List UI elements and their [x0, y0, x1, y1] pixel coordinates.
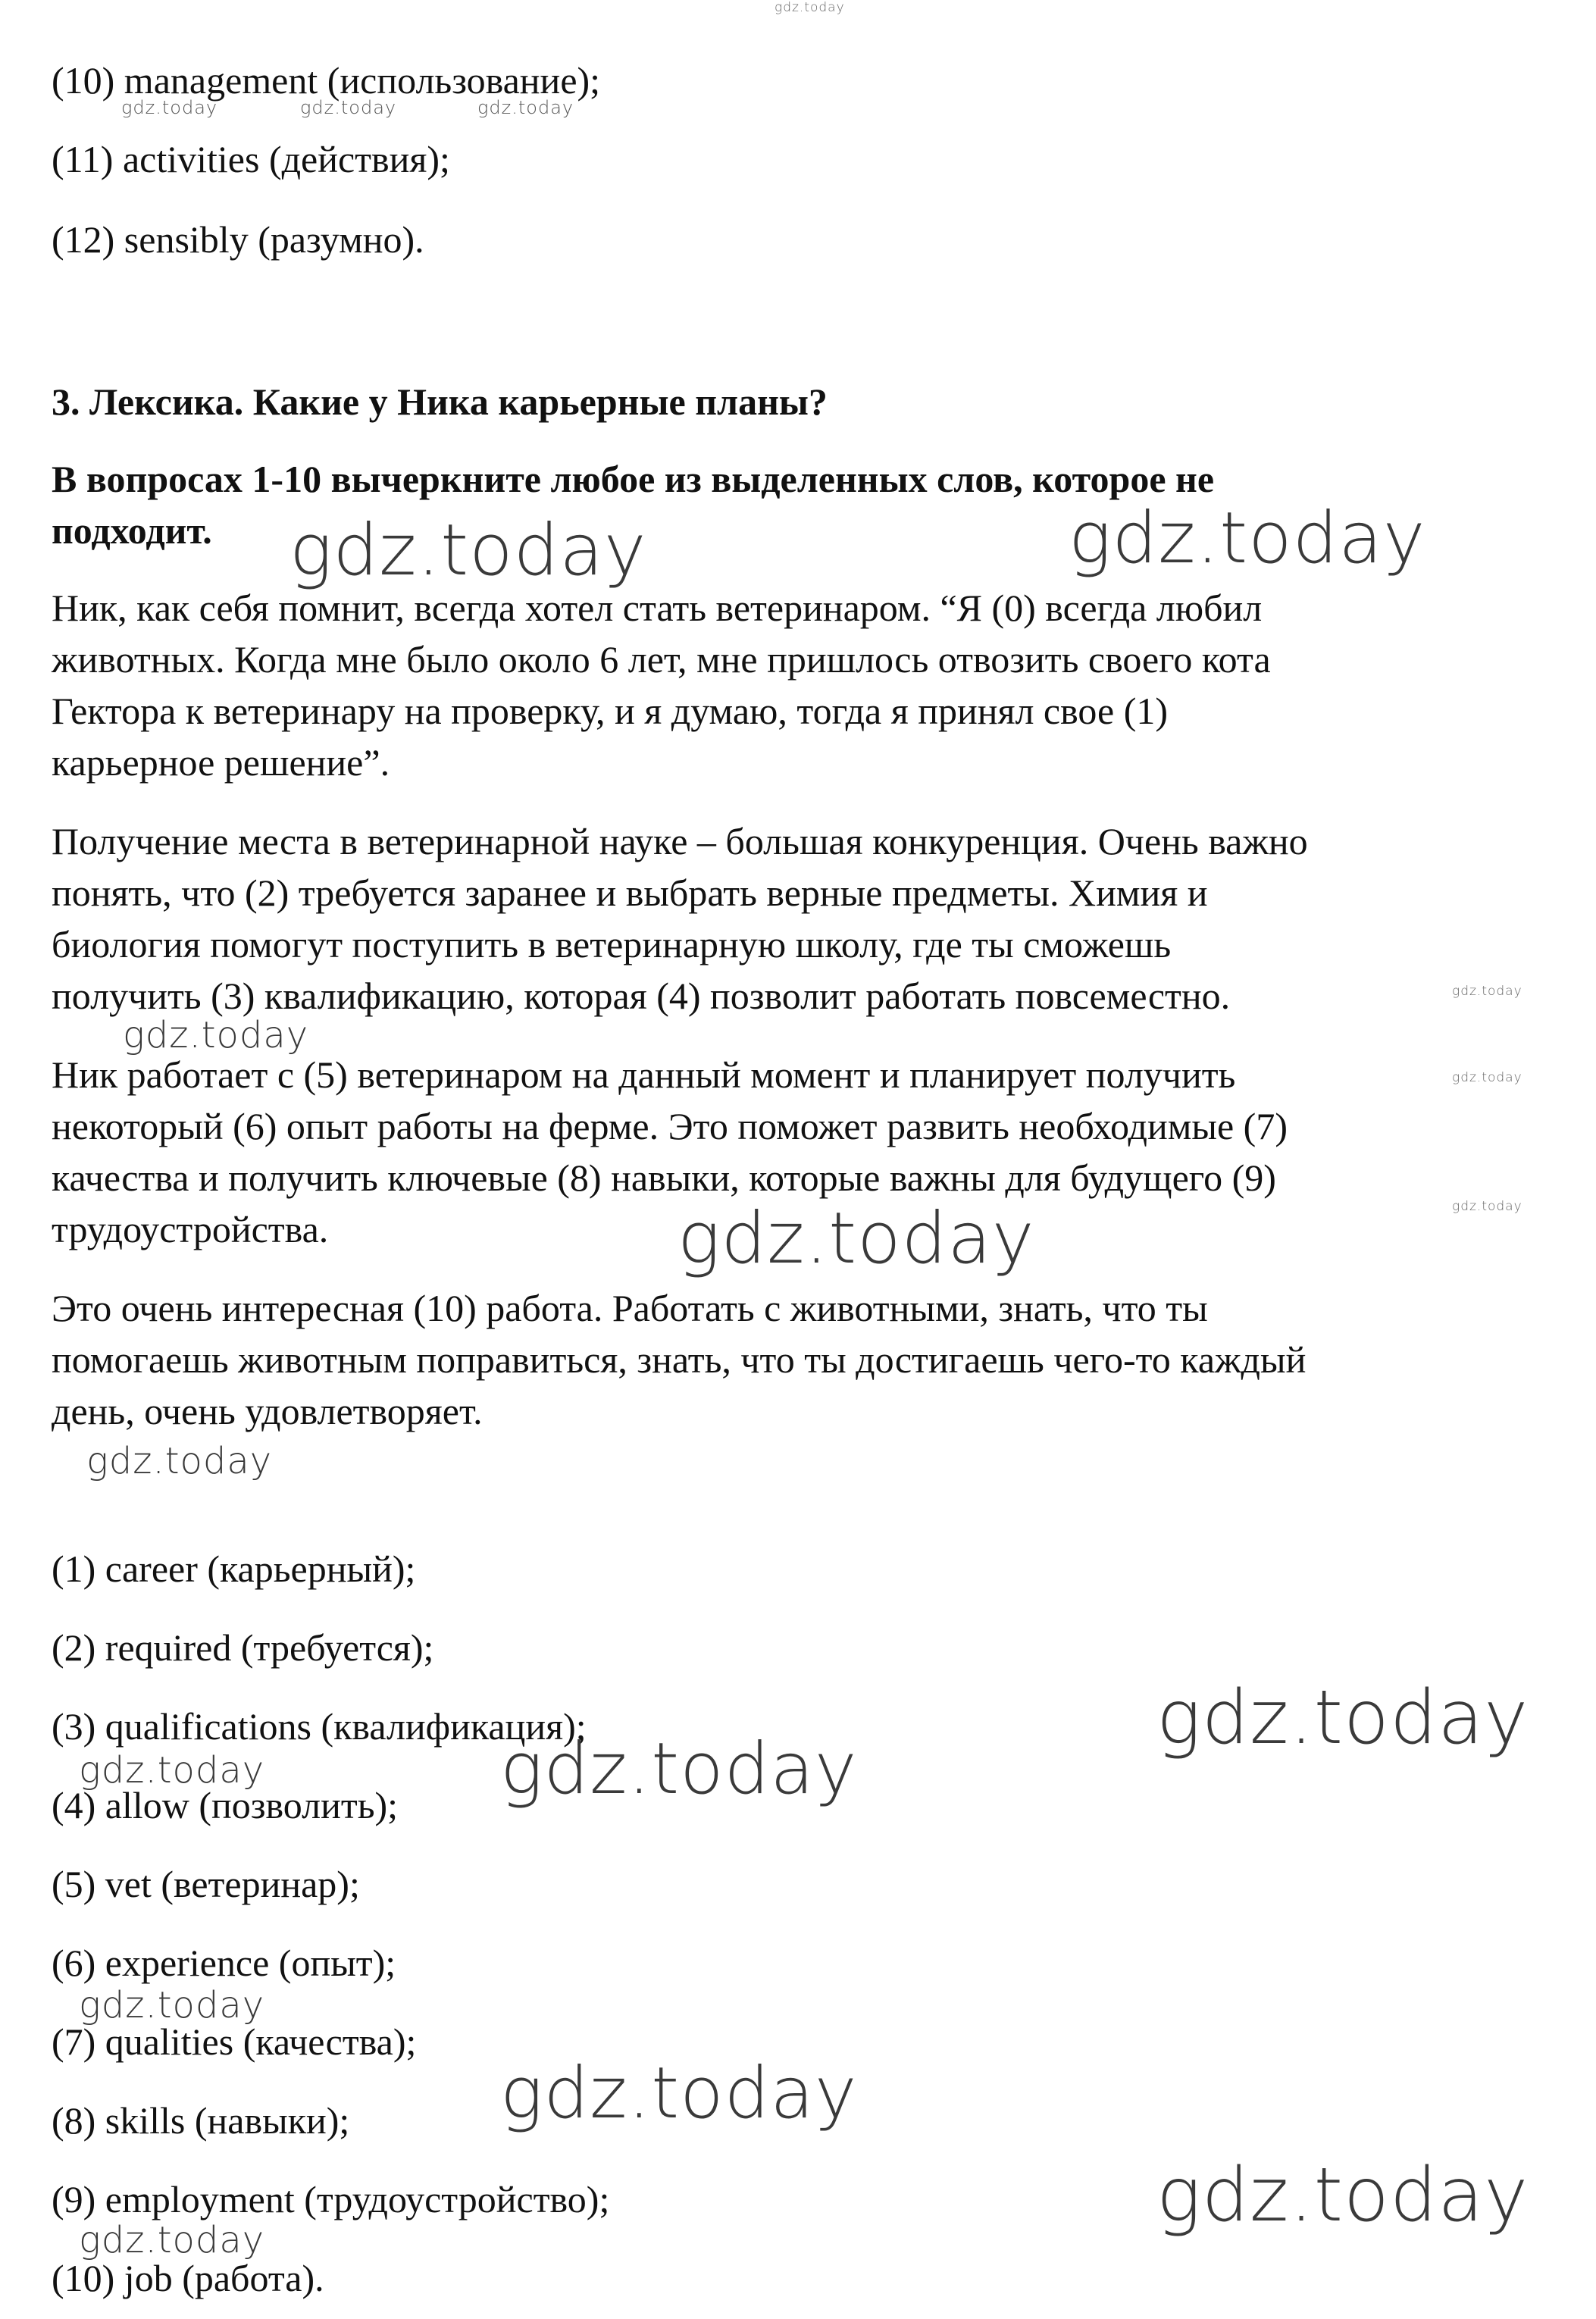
watermark: gdz.today — [300, 97, 397, 118]
watermark: gdz.today — [123, 1014, 309, 1056]
previous-answer-12: (12) sensibly (разумно). — [52, 218, 424, 261]
task-title: 3. Лексика. Какие у Ника карьерные планы? — [52, 380, 828, 423]
answer-item-7: (7) qualities (качества); — [52, 2020, 417, 2063]
watermark: gdz.today — [775, 0, 845, 15]
text-line-4: карьерное решение”. — [52, 741, 390, 784]
previous-answer-10: (10) management (использование); — [52, 59, 601, 102]
watermark: gdz.today — [1069, 497, 1426, 580]
watermark: gdz.today — [289, 509, 647, 592]
answer-item-5: (5) vet (ветеринар); — [52, 1863, 360, 1905]
watermark: gdz.today — [1452, 1070, 1522, 1085]
answer-item-1: (1) career (карьерный); — [52, 1548, 416, 1590]
watermark: gdz.today — [1156, 2152, 1529, 2239]
answer-item-3: (3) qualifications (квалификация); — [52, 1705, 587, 1748]
watermark: gdz.today — [477, 97, 574, 118]
watermark: gdz.today — [121, 97, 218, 118]
text-line-7: биология помогут поступить в ветеринарную школу, где ты сможешь — [52, 923, 1172, 965]
watermark: gdz.today — [79, 1749, 265, 1792]
answer-item-2: (2) required (требуется); — [52, 1626, 434, 1669]
text-line-15: день, очень удовлетворяет. — [52, 1390, 483, 1432]
watermark: gdz.today — [86, 1440, 273, 1482]
text-line-6: понять, что (2) требуется заранее и выбрать верные предметы. Химия и — [52, 872, 1208, 914]
watermark: gdz.today — [1452, 1199, 1522, 1214]
answer-item-8: (8) skills (навыки); — [52, 2099, 350, 2142]
text-line-12: трудоустройства. — [52, 1208, 329, 1250]
text-line-9: Ник работает с (5) ветеринаром на данный момент и планирует получить — [52, 1053, 1236, 1096]
text-line-8: получить (3) квалификацию, которая (4) позволит работать повсеместно. — [52, 975, 1231, 1017]
text-line-1: Ник, как себя помнит, всегда хотел стать ветеринаром. “Я (0) всегда любил — [52, 587, 1263, 629]
answer-item-10: (10) job (работа). — [52, 2257, 324, 2299]
answer-item-4: (4) allow (позволить); — [52, 1784, 399, 1826]
text-line-14: помогаешь животным поправиться, знать, что ты достигаешь чего-то каждый — [52, 1338, 1307, 1381]
text-line-3: Гектора к ветеринару на проверку, и я думаю, тогда я принял свое (1) — [52, 690, 1168, 732]
text-line-11: качества и получить ключевые (8) навыки, которые важны для будущего (9) — [52, 1156, 1276, 1199]
watermark: gdz.today — [1156, 1675, 1529, 1761]
watermark: gdz.today — [678, 1197, 1035, 1280]
text-line-2: животных. Когда мне было около 6 лет, мне пришлось отвозить своего кота — [52, 638, 1271, 681]
watermark: gdz.today — [79, 2219, 265, 2261]
watermark: gdz.today — [500, 2052, 858, 2135]
text-line-10: некоторый (6) опыт работы на ферме. Это поможет развить необходимые (7) — [52, 1105, 1288, 1147]
answer-item-9: (9) employment (трудоустройство); — [52, 2178, 610, 2220]
watermark: gdz.today — [79, 1984, 265, 2026]
text-line-13: Это очень интересная (10) работа. Работать с животными, знать, что ты — [52, 1287, 1208, 1329]
task-instruction-line-1: В вопросах 1-10 вычеркните любое из выделенных слов, которое не — [52, 458, 1215, 500]
watermark: gdz.today — [500, 1728, 858, 1810]
previous-answer-11: (11) activities (действия); — [52, 138, 450, 180]
watermark: gdz.today — [1452, 984, 1522, 999]
text-line-5: Получение места в ветеринарной науке – большая конкуренция. Очень важно — [52, 820, 1308, 862]
task-instruction-line-2: подходит. — [52, 509, 212, 552]
answer-item-6: (6) experience (опыт); — [52, 1942, 396, 1984]
